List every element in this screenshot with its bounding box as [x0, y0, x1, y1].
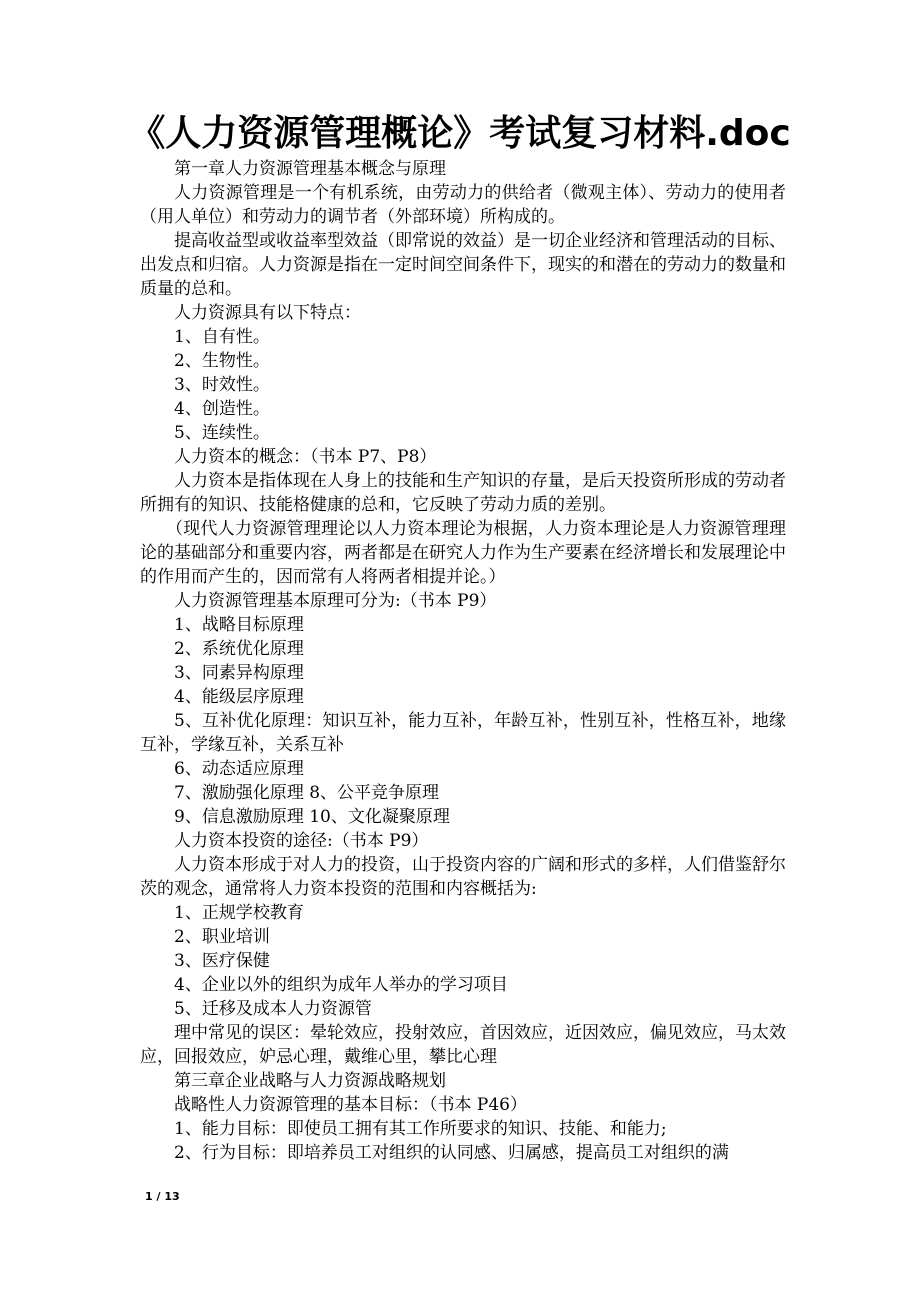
list-item: 1、战略目标原理 — [174, 615, 304, 635]
list-item: 2、职业培训 — [174, 927, 270, 947]
list-item: 5、互补优化原理：知识互补，能力互补，年龄互补，性别互补，性格互补，地缘互补，学缘互补，关系互补 — [140, 711, 786, 755]
document-body — [140, 157, 786, 1165]
list-item: 4、企业以外的组织为成年人举办的学习项目 — [174, 975, 508, 995]
paragraph: 人力资本形成于对人力的投资，山于投资内容的广阔和形式的多样，人们借鉴舒尔茨的观念，通常将人力资本投资的范围和内容概括为: — [140, 855, 786, 899]
paragraph: 提高收益型或收益率型效益（即常说的效益）是一切企业经济和管理活动的目标、出发点和归宿。人力资源是指在一定时间空间条件下，现实的和潜在的劳动力的数量和质量的总和。 — [140, 231, 786, 299]
list-item: 9、信息激励原理 10、文化凝聚原理 — [174, 807, 450, 827]
list-item: 6、动态适应原理 — [174, 759, 304, 779]
list-item: 4、能级层序原理 — [174, 687, 304, 707]
list-item: 5、连续性。 — [174, 423, 270, 443]
paragraph: 人力资本是指体现在人身上的技能和生产知识的存量，是后天投资所形成的劳动者所拥有的知识、技能格健康的总和，它反映了劳动力质的差别。 — [140, 471, 786, 515]
paragraph: 理中常见的误区：晕轮效应，投射效应，首因效应，近因效应，偏见效应，马太效应，回报效应，妒忌心理，戴维心里，攀比心理 — [140, 1023, 786, 1067]
list-item: 1、正规学校教育 — [174, 903, 304, 923]
list-item: 3、医疗保健 — [174, 951, 270, 971]
paragraph: 人力资源管理基本原理可分为:（书本 P9） — [174, 591, 497, 611]
paragraph: （现代人力资源管理理论以人力资本理论为根据，人力资本理论是人力资源管理理论的基础部分和重要内容，两者都是在研究人力作为生产要素在经济增长和发展理论中的作用而产生的，因而常有人将两者相提并论。） — [140, 519, 786, 587]
paragraph: 人力资源管理是一个有机系统，由劳动力的供给者（微观主体）、劳动力的使用者（用人单位）和劳动力的调节者（外部环境）所构成的。 — [140, 183, 786, 227]
list-item: 5、迁移及成本人力资源管 — [174, 999, 372, 1019]
paragraph: 人力资本的概念：（书本 P7、P8） — [174, 447, 437, 467]
list-item: 1、自有性。 — [174, 327, 270, 347]
list-item: 2、系统优化原理 — [174, 639, 304, 659]
list-item: 4、创造性。 — [174, 399, 270, 419]
paragraph: 人力资源具有以下特点： — [174, 303, 361, 323]
list-item: 2、行为目标：即培养员工对组织的认同感、归属感，提高员工对组织的满 — [174, 1143, 729, 1163]
list-item: 3、时效性。 — [174, 375, 270, 395]
list-item: 7、激励强化原理 8、公平竞争原理 — [174, 783, 440, 803]
list-item: 1、能力目标：即使员工拥有其工作所要求的知识、技能、和能力; — [174, 1119, 667, 1139]
list-item: 2、生物性。 — [174, 351, 270, 371]
paragraph: 战略性人力资源管理的基本目标：（书本 P46） — [174, 1095, 527, 1115]
document-title: 《人力资源管理概论》考试复习材料.doc — [129, 113, 791, 154]
paragraph: 人力资本投资的途径:（书本 P9） — [174, 831, 429, 851]
page-number: 1 / 13 — [145, 1190, 180, 1203]
chapter-heading: 第三章企业战略与人力资源战略规划 — [174, 1071, 446, 1091]
list-item: 3、同素异构原理 — [174, 663, 304, 683]
chapter-heading: 第一章人力资源管理基本概念与原理 — [174, 159, 446, 179]
